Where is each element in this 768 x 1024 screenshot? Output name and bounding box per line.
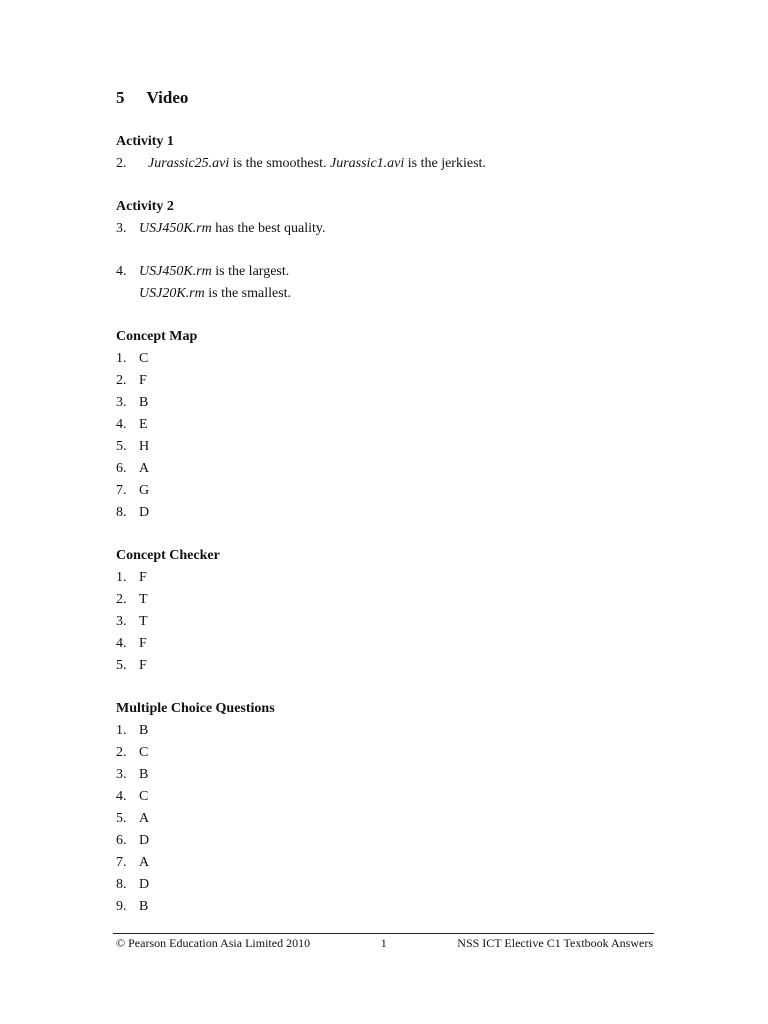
section-title: Activity 2 [116,199,174,214]
item-number: 6. [116,461,127,476]
item-number: 8. [116,505,127,520]
item-number: 5. [116,658,127,673]
answer-letter: B [139,723,149,738]
answer-letter: A [139,855,150,870]
answer-row-continued [116,283,656,305]
copyright-text: © Pearson Education Asia Limited 2010 [116,936,311,950]
item-number: 2. [116,592,127,607]
answer-list [116,567,656,677]
answer-letter: T [139,592,148,607]
answer-letter: D [139,505,150,520]
text-fragment: is the smallest. [204,286,292,301]
answer-text [139,261,289,283]
item-number: 5. [116,439,127,454]
answer-row [116,567,656,589]
answer-row [116,414,656,436]
answer-row [116,153,656,175]
answer-text [139,283,291,305]
answer-row [116,502,656,524]
text-fragment: is the jerkiest. [404,156,486,171]
item-number: 4. [116,417,127,432]
item-number: 4. [116,636,127,651]
item-number: 3. [116,767,127,782]
item-number: 7. [116,855,127,870]
section-title: Activity 1 [116,134,174,149]
answer-row [116,370,656,392]
item-number: 4. [116,789,127,804]
answer-letter: F [139,570,147,585]
text-fragment: is the smoothest. [229,156,330,171]
answer-letter: C [139,789,149,804]
activity-2-section [116,196,656,305]
item-number: 2. [116,373,127,388]
answer-letter: H [139,439,150,454]
answer-row [116,458,656,480]
answer-letter: D [139,877,150,892]
answer-letter: C [139,745,149,760]
item-number: 9. [116,899,127,914]
item-number: 1. [116,351,127,366]
page-footer [116,936,653,950]
answer-letter: A [139,461,150,476]
answer-row [116,611,656,633]
answer-list [116,348,656,524]
item-number: 2. [116,745,127,760]
page-number: 1 [380,936,387,950]
chapter-title: Video [146,88,189,107]
item-number: 8. [116,877,127,892]
answer-letter: F [139,658,147,673]
answer-row [116,261,656,283]
section-title: Concept Map [116,329,198,344]
answer-row [116,633,656,655]
file-name: Jurassic25.avi [148,156,230,171]
file-name: USJ450K.rm [139,221,212,236]
file-name: USJ450K.rm [139,264,212,279]
answer-letter: F [139,636,147,651]
file-name: USJ20K.rm [139,286,205,301]
answer-text [139,218,326,240]
item-number: 7. [116,483,127,498]
answer-row [116,218,656,240]
answer-row [116,786,656,808]
answer-letter: D [139,833,150,848]
answer-letter: T [139,614,148,629]
item-number: 6. [116,833,127,848]
answer-row [116,852,656,874]
footer-divider [113,933,654,934]
item-number: 3. [116,221,127,236]
item-number: 1. [116,570,127,585]
text-fragment: has the best quality. [211,221,326,236]
concept-map-section [116,326,656,524]
answer-letter: C [139,351,149,366]
answer-letter: E [139,417,148,432]
section-title: Concept Checker [116,548,220,563]
answer-list [116,720,656,918]
answer-row [116,742,656,764]
mcq-section [116,698,656,918]
answer-letter: A [139,811,150,826]
file-name: Jurassic1.avi [330,156,405,171]
answer-letter: G [139,483,150,498]
item-number: 2. [116,156,127,171]
answer-letter: B [139,767,149,782]
concept-checker-section [116,545,656,677]
answer-row [116,808,656,830]
section-title: Multiple Choice Questions [116,701,275,716]
answer-letter: B [139,899,149,914]
answer-row [116,764,656,786]
text-fragment: is the largest. [211,264,290,279]
item-number: 5. [116,811,127,826]
item-number: 3. [116,614,127,629]
answer-letter: B [139,395,149,410]
answer-row [116,348,656,370]
answer-row [116,896,656,918]
answer-row [116,720,656,742]
answer-text [148,153,486,175]
answers-content [116,131,656,939]
item-number: 3. [116,395,127,410]
item-number: 4. [116,264,127,279]
answer-row [116,589,656,611]
answer-row [116,480,656,502]
item-number: 1. [116,723,127,738]
chapter-number: 5 [116,88,125,107]
book-title: NSS ICT Elective C1 Textbook Answers [457,936,653,950]
answer-row [116,830,656,852]
answer-row [116,655,656,677]
chapter-heading [116,86,188,110]
activity-1-section [116,131,656,175]
answer-row [116,392,656,414]
answer-row [116,436,656,458]
answer-row [116,874,656,896]
answer-letter: F [139,373,147,388]
